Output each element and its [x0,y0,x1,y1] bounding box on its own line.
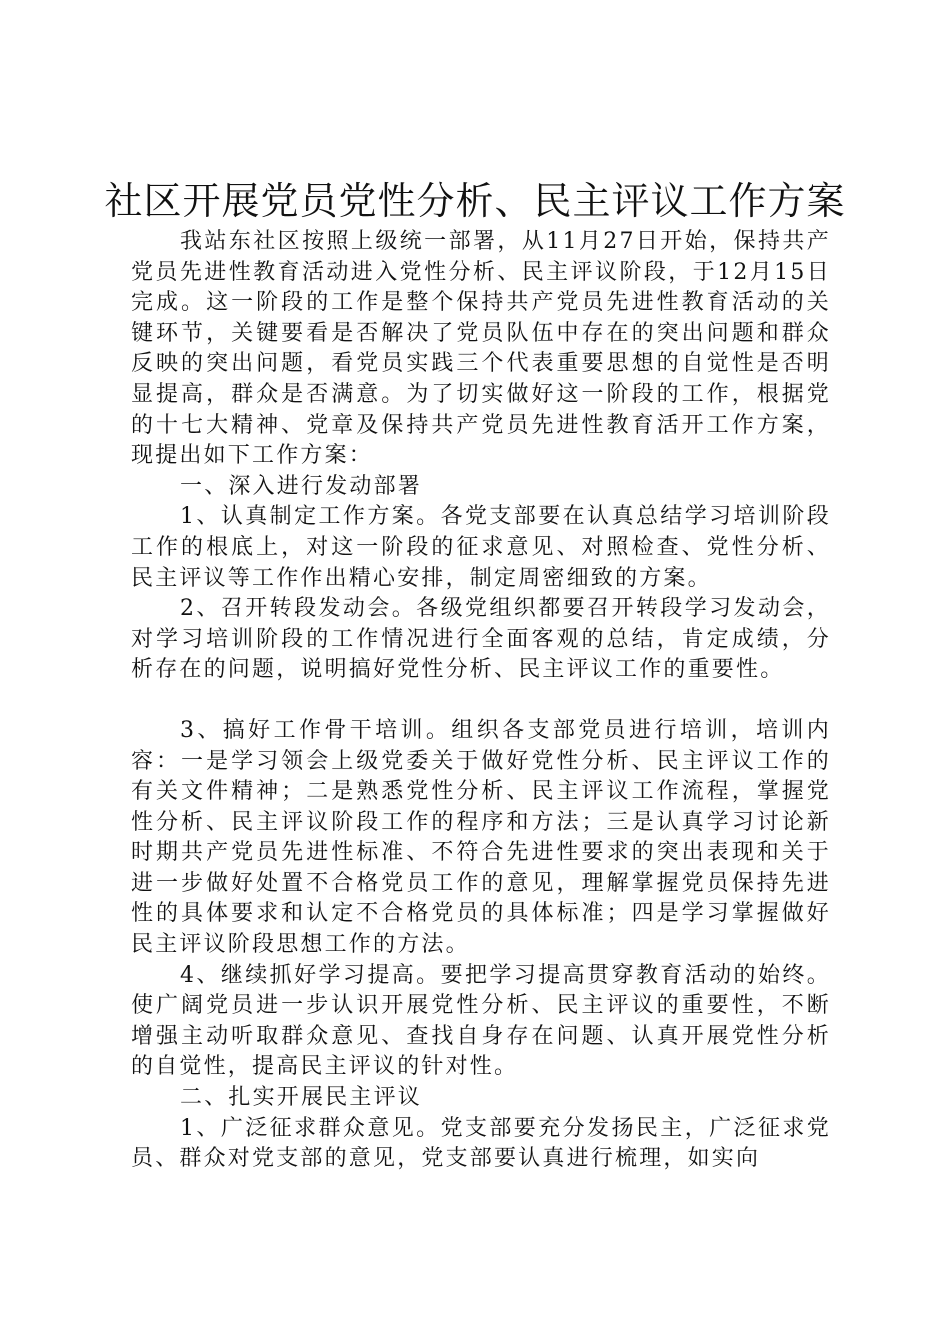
section-heading-2: 二、扎实开展民主评议 [180,1085,423,1111]
item-1-paragraph: 1、认真制定工作方案。各党支部要在认真总结学习培训阶段工作的根底上，对这一阶段的征求意见、对照检查、党性分析、民主评议等工作作出精心安排，制定周密细致的方案。 [131,504,831,591]
item-2-paragraph: 2、召开转段发动会。各级党组织都要召开转段学习发动会，对学习培训阶段的工作情况进行全面客观的总结，肯定成绩，分析存在的问题，说明搞好党性分析、民主评议工作的重要性。 [131,596,831,683]
document-body [131,227,831,1175]
intro-paragraph: 我站东社区按照上级统一部署，从11月27日开始，保持共产党员先进性教育活动进入党性分析、民主评议阶段，于12月15日完成。这一阶段的工作是整个保持共产党员先进性教育活动的关键环节，关键要看是否解决了党员队伍中存在的突出问题和群众反映的突出问题，看党员实践三个代表重要思想的自觉性是否明显提高，群众是否满意。为了切实做好这一阶段的工作，根据党的十七大精神、党章及保持共产党员先进性教育活开工作方案，现提出如下工作方案： [131,229,831,469]
section-2-item-1-paragraph: 1、广泛征求群众意见。党支部要充分发扬民主，广泛征求党员、群众对党支部的意见，党支部要认真进行梳理，如实向 [131,1115,831,1172]
item-4-paragraph: 4、继续抓好学习提高。要把学习提高贯穿教育活动的始终。使广阔党员进一步认识开展党性分析、民主评议的重要性，不断增强主动听取群众意见、查找自身存在问题、认真开展党性分析的自觉性，提高民主评议的针对性。 [131,962,831,1080]
section-heading-1: 一、深入进行发动部署 [180,473,423,499]
document-title: 社区开展党员党性分析、民主评议工作方案 [104,179,846,223]
item-3-paragraph: 3、搞好工作骨干培训。组织各支部党员进行培训，培训内容：一是学习领会上级党委关于做好党性分析、民主评议工作的有关文件精神；二是熟悉党性分析、民主评议工作流程，掌握党性分析、民主评议阶段工作的程序和方法；三是认真学习讨论新时期共产党员先进性标准、不符合先进性要求的突出表现和关于进一步做好处置不合格党员工作的意见，理解掌握党员保持先进性的具体要求和认定不合格党员的具体标准；四是学习掌握做好民主评议阶段思想工作的方法。 [131,717,831,958]
